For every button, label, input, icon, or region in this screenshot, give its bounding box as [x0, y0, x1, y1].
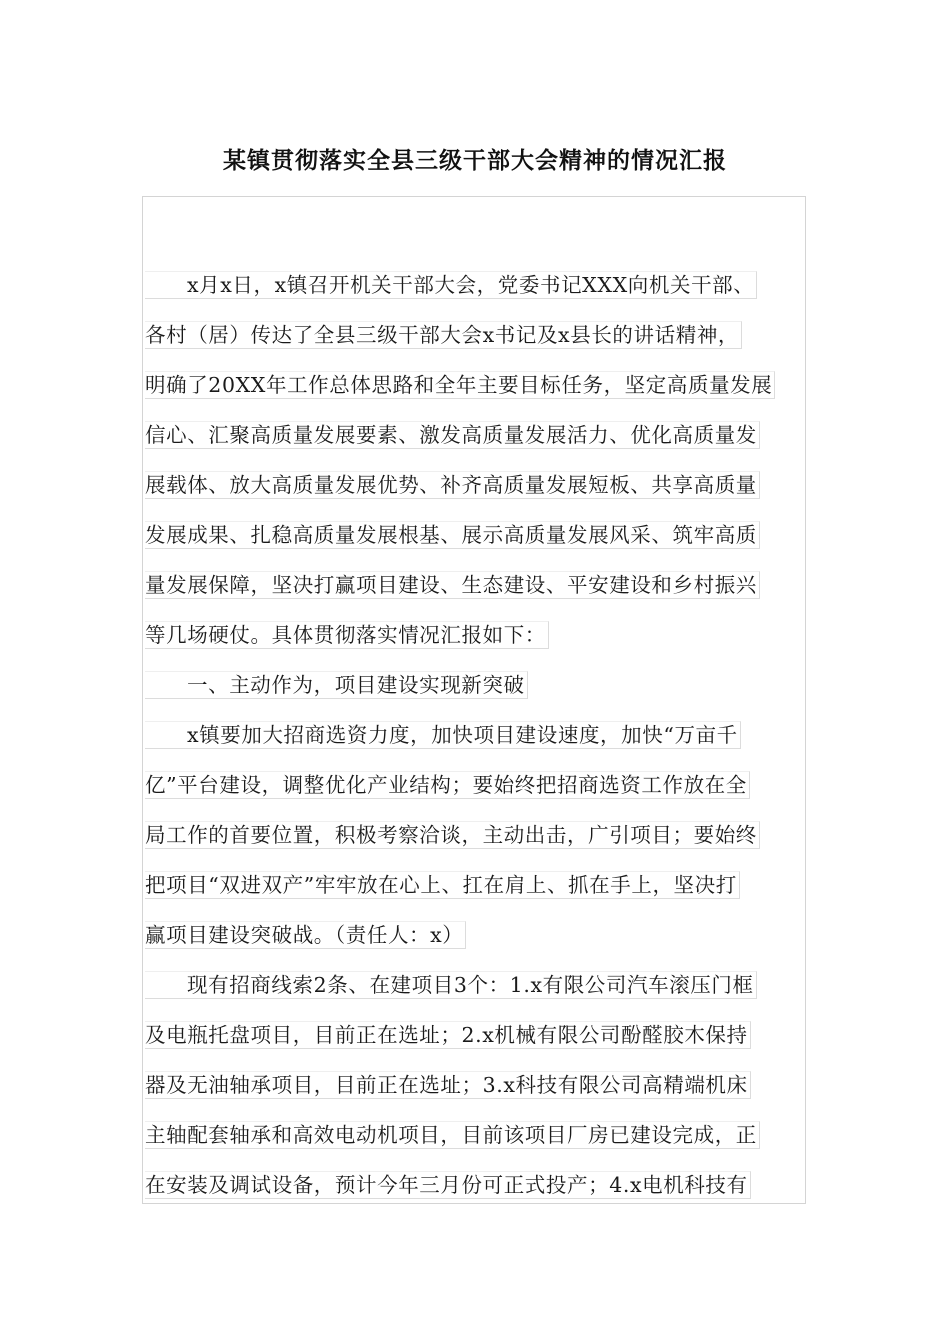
text-line-2: 各村（居）传达了全县三级干部大会x书记及x县长的讲话精神， — [145, 321, 742, 349]
text-line-1: x月x日，x镇召开机关干部大会，党委书记XXX向机关干部、 — [145, 271, 757, 299]
text-line-14: 赢项目建设突破战。（责任人：x） — [145, 921, 466, 949]
text-line-6: 发展成果、扎稳高质量发展根基、展示高质量发展风采、筑牢高质 — [145, 521, 760, 549]
document-title: 某镇贯彻落实全县三级干部大会精神的情况汇报 — [223, 148, 727, 174]
text-line-10: x镇要加大招商选资力度，加快项目建设速度，加快“万亩千 — [145, 721, 741, 749]
text-line-16: 及电瓶托盘项目，目前正在选址；2.x机械有限公司酚醛胶木保持 — [145, 1021, 751, 1049]
text-line-19: 在安装及调试设备，预计今年三月份可正式投产；4.x电机科技有 — [145, 1171, 751, 1199]
text-line-12: 局工作的首要位置，积极考察洽谈，主动出击，广引项目；要始终 — [145, 821, 760, 849]
text-line-11: 亿”平台建设，调整优化产业结构；要始终把招商选资工作放在全 — [145, 771, 750, 799]
text-line-15: 现有招商线索2条、在建项目3个：1.x有限公司汽车滚压门框 — [145, 971, 757, 999]
text-line-4: 信心、汇聚高质量发展要素、激发高质量发展活力、优化高质量发 — [145, 421, 760, 449]
text-line-5: 展载体、放大高质量发展优势、补齐高质量发展短板、共享高质量 — [145, 471, 760, 499]
text-line-18: 主轴配套轴承和高效电动机项目，目前该项目厂房已建设完成，正 — [145, 1121, 760, 1149]
text-line-8: 等几场硬仗。具体贯彻落实情况汇报如下： — [145, 621, 549, 649]
text-line-7: 量发展保障，坚决打赢项目建设、生态建设、平安建设和乡村振兴 — [145, 571, 760, 599]
text-line-17: 器及无油轴承项目，目前正在选址；3.x科技有限公司高精端机床 — [145, 1071, 751, 1099]
text-line-3: 明确了20XX年工作总体思路和全年主要目标任务，坚定高质量发展 — [145, 371, 775, 399]
section-heading-1: 一、主动作为，项目建设实现新突破 — [145, 671, 528, 699]
text-line-13: 把项目“双进双产”牢牢放在心上、扛在肩上、抓在手上，坚决打 — [145, 871, 740, 899]
